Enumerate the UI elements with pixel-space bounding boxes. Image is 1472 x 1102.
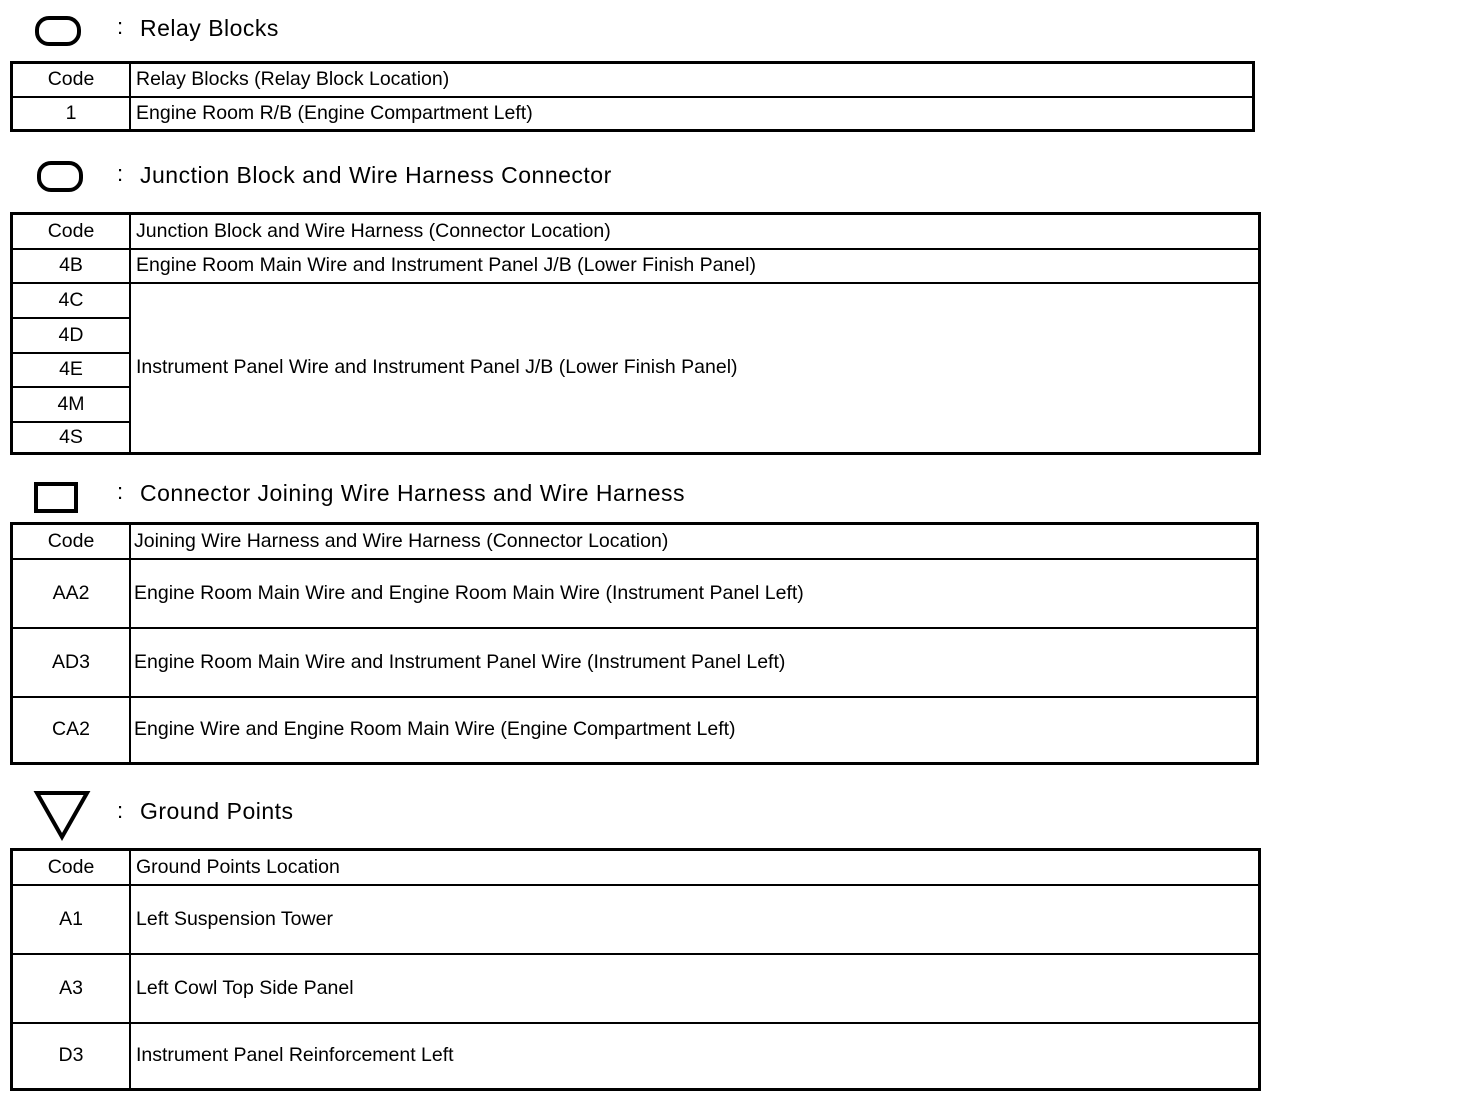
table-row [12, 249, 1260, 283]
row-code: 4D [12, 318, 131, 353]
connector-joining-table [10, 522, 1259, 765]
table-row [12, 283, 1260, 318]
table-header-row [12, 524, 1258, 559]
table-row [12, 1023, 1260, 1090]
row-code: A3 [12, 954, 131, 1023]
section-colon: : [117, 161, 124, 186]
table-row [12, 697, 1258, 764]
junction-block-table [10, 212, 1261, 455]
row-description: Left Cowl Top Side Panel [130, 954, 1260, 1023]
header-code: Code [12, 524, 131, 559]
row-code: AD3 [12, 628, 131, 697]
row-description: Engine Room R/B (Engine Compartment Left) [130, 97, 1254, 131]
row-code: 1 [12, 97, 131, 131]
table-header-row [12, 214, 1260, 249]
table-row [12, 628, 1258, 697]
row-code: A1 [12, 885, 131, 954]
section-colon: : [117, 798, 124, 823]
table-row [12, 97, 1254, 131]
header-code: Code [12, 63, 131, 97]
section-title: Ground Points [140, 798, 294, 824]
header-code: Code [12, 850, 131, 885]
relay-blocks-table [10, 61, 1255, 132]
section-colon: : [117, 14, 124, 39]
row-code: 4S [12, 422, 131, 454]
row-description: Left Suspension Tower [130, 885, 1260, 954]
rounded-rect-icon [33, 155, 85, 199]
table-header-row [12, 63, 1254, 97]
section-colon: : [117, 479, 124, 504]
header-description: Junction Block and Wire Harness (Connector Location) [130, 214, 1260, 249]
row-code: 4M [12, 387, 131, 422]
rounded-rect-icon [33, 8, 83, 52]
row-description: Instrument Panel Reinforcement Left [130, 1023, 1260, 1090]
row-code: D3 [12, 1023, 131, 1090]
row-code: 4E [12, 353, 131, 387]
section-title: Junction Block and Wire Harness Connector [140, 162, 612, 188]
header-description: Joining Wire Harness and Wire Harness (Connector Location) [130, 524, 1258, 559]
row-description: Engine Room Main Wire and Engine Room Main Wire (Instrument Panel Left) [130, 559, 1258, 628]
row-description: Engine Room Main Wire and Instrument Panel Wire (Instrument Panel Left) [130, 628, 1258, 697]
row-description: Engine Wire and Engine Room Main Wire (Engine Compartment Left) [130, 697, 1258, 764]
header-description: Ground Points Location [130, 850, 1260, 885]
row-description: Instrument Panel Wire and Instrument Panel J/B (Lower Finish Panel) [130, 283, 1260, 454]
table-header-row [12, 850, 1260, 885]
row-code: CA2 [12, 697, 131, 764]
header-code: Code [12, 214, 131, 249]
ground-points-table [10, 848, 1261, 1091]
down-triangle-icon [33, 788, 93, 844]
table-row [12, 559, 1258, 628]
row-code: AA2 [12, 559, 131, 628]
row-description: Engine Room Main Wire and Instrument Panel J/B (Lower Finish Panel) [130, 249, 1260, 283]
row-code: 4B [12, 249, 131, 283]
section-title: Connector Joining Wire Harness and Wire Harness [140, 480, 686, 506]
section-title: Relay Blocks [140, 15, 279, 41]
rectangle-icon [33, 473, 83, 517]
header-description: Relay Blocks (Relay Block Location) [130, 63, 1254, 97]
table-row [12, 954, 1260, 1023]
table-row [12, 885, 1260, 954]
row-code: 4C [12, 283, 131, 318]
